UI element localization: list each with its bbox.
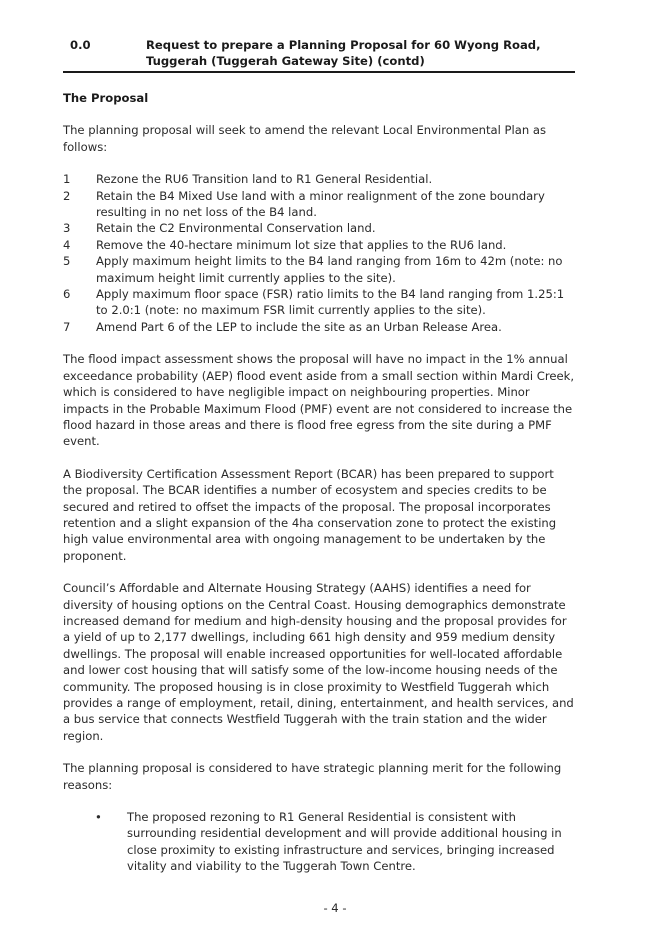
item-title: Request to prepare a Planning Proposal for 60 Wyong Road, Tuggerah (Tuggerah Gateway Site) (contd) (146, 38, 541, 69)
page-number: - 4 - (323, 901, 347, 915)
amendment-item (63, 171, 575, 187)
merit-text: The proposed rezoning to R1 General Residential is consistent with surrounding residential development and will provide additional housing in close proximity to existing infrastructure and services, bringing increased vitality and viability to the Tuggerah Town Centre. (127, 810, 562, 874)
bullet-marker: • (95, 810, 102, 825)
merit-list (63, 809, 575, 875)
amendment-number: 2 (63, 188, 71, 203)
amendment-text: Apply maximum floor space (FSR) ratio limits to the B4 land ranging from 1.25:1 to 2.0:1 (note: no maximum FSR limit currently applies to the site). (96, 287, 565, 318)
amendment-text: Rezone the RU6 Transition land to R1 General Residential. (96, 172, 433, 187)
amendment-number: 5 (63, 254, 71, 269)
amendment-number: 4 (63, 237, 71, 252)
amendment-item (63, 286, 575, 319)
amendment-item (63, 253, 575, 286)
amendment-item (63, 237, 575, 253)
biodiversity-paragraph: A Biodiversity Certification Assessment Report (BCAR) has been prepared to support the proposal. The BCAR identifies a number of ecosystem and species credits to be secured and retired to offset the impacts of the proposal. The proposal incorporates retention and a slight expansion of the 4ha conservation zone to protect the existing high value environmental area with ongoing management to be undertaken by the proponent. (63, 466, 557, 563)
item-number: 0.0 (70, 38, 91, 52)
amendment-text: Retain the B4 Mixed Use land with a minor realignment of the zone boundary resulting in no net loss of the B4 land. (96, 188, 545, 220)
amendment-text: Remove the 40-hectare minimum lot size that applies to the RU6 land. (96, 237, 507, 252)
amendment-item (63, 319, 575, 335)
merit-item (63, 809, 575, 875)
amendment-item (63, 220, 575, 236)
section-heading: The Proposal (63, 91, 149, 105)
flood-paragraph: The flood impact assessment shows the proposal will have no impact in the 1% annual exceedance probability (AEP) flood event aside from a small section within Mardi Creek, which is considered to have negligible impact on neighbouring properties. Minor impacts in the Probable Maximum Flood (PMF) event are not considered to increase the flood hazard in those areas and there is flood free egress from the site during a PMF event. (63, 352, 575, 449)
intro-paragraph: The planning proposal will seek to amend the relevant Local Environmental Plan as follows: (63, 123, 547, 154)
merit-paragraph: The planning proposal is considered to have strategic planning merit for the following reasons: (63, 761, 562, 792)
housing-paragraph: Council’s Affordable and Alternate Housing Strategy (AAHS) identifies a need for diversity of housing options on the Central Coast. Housing demographics demonstrate increased demand for medium and high-density housing and the proposal provides for a yield of up to 2,177 dwellings, including 661 high density and 959 medium density dwellings. The proposal will enable increased opportunities for well-located affordable and lower cost housing that will satisfy some of the low-income housing needs of the community. The proposed housing is in close proximity to Westfield Tuggerah which provides a range of employment, retail, dining, entertainment, and health services, and a bus service that connects Westfield Tuggerah with the train station and the wider region. (63, 581, 574, 743)
document-body (63, 90, 575, 875)
amendment-number: 1 (63, 172, 71, 187)
amendment-number: 3 (63, 221, 71, 236)
amendment-text: Retain the C2 Environmental Conservation land. (96, 221, 376, 236)
amendment-item (63, 188, 575, 221)
amendment-number: 7 (63, 319, 71, 334)
amendment-list (63, 171, 575, 335)
amendment-number: 6 (63, 287, 71, 302)
amendment-text: Apply maximum height limits to the B4 land ranging from 16m to 42m (note: no maximum height limit currently applies to the site). (96, 254, 563, 285)
header-rule (63, 71, 575, 73)
amendment-text: Amend Part 6 of the LEP to include the site as an Urban Release Area. (96, 319, 502, 334)
